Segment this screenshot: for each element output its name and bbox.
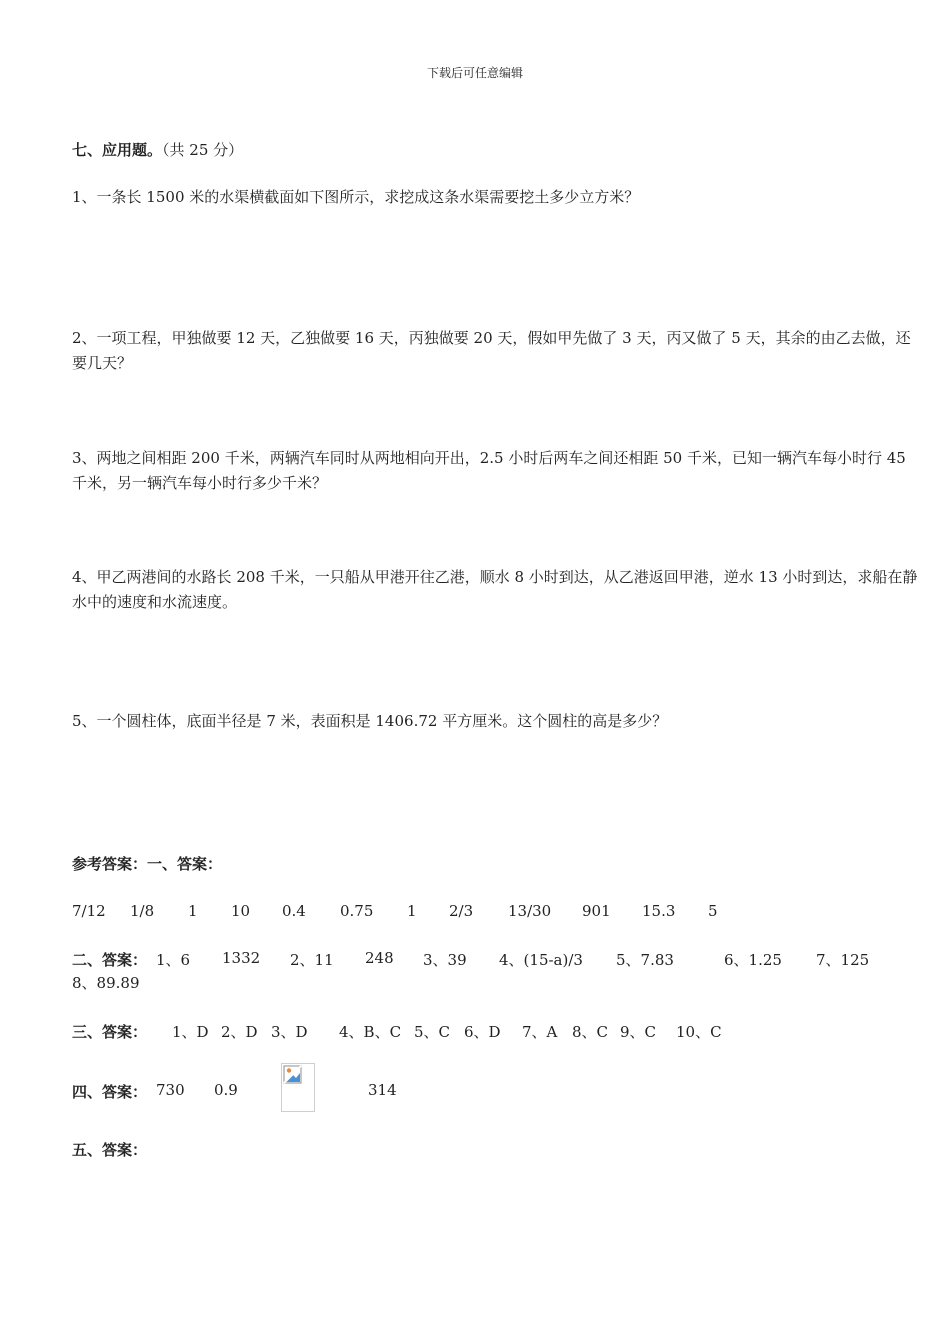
answer-value: 0.4 <box>282 902 306 920</box>
answer-value: 5 <box>708 902 718 920</box>
answers-part2-label: 二、答案： <box>72 951 148 969</box>
answer-value: 13/30 <box>508 902 552 920</box>
answers-heading: 参考答案：一、答案： <box>72 855 223 873</box>
question-3: 3、两地之间相距 200 千米，两辆汽车同时从两地相向开出，2.5 小时后两车之间还相距 50 千米，已知一辆汽车每小时行 45 千米，另一辆汽车每小时行多少千米？ <box>72 449 906 492</box>
answer-value: 10、C <box>676 1023 722 1041</box>
answers-part4-label: 四、答案： <box>72 1083 148 1101</box>
answer-value: 5、C <box>414 1023 451 1041</box>
section-7-title: 七、应用题。 <box>72 141 163 159</box>
answer-value: 9、C <box>620 1023 657 1041</box>
answer-value: 6、1.25 <box>724 951 782 969</box>
answer-value: 1、D <box>172 1023 209 1041</box>
answer-value: 6、D <box>464 1023 501 1041</box>
answer-value: 0.75 <box>340 902 374 920</box>
answer-value: 0.9 <box>214 1081 238 1099</box>
answer-value: 2、11 <box>290 951 334 969</box>
answers-part5-label: 五、答案： <box>72 1141 148 1159</box>
answer-value: 7/12 <box>72 902 106 920</box>
broken-image-icon <box>281 1063 315 1112</box>
answer-value: 1 <box>407 902 417 920</box>
section-7-heading <box>72 141 243 159</box>
answers-part3-label: 三、答案： <box>72 1023 148 1041</box>
answer-value: 5、7.83 <box>616 951 674 969</box>
question-5: 5、一个圆柱体，底面半径是 7 米，表面积是 1406.72 平方厘米。这个圆柱的高是多少？ <box>72 712 668 730</box>
page-header: 下载后可任意编辑 <box>426 66 523 80</box>
answer-value: 3、D <box>271 1023 308 1041</box>
answer-value: 15.3 <box>642 902 676 920</box>
answer-value: 1、6 <box>156 951 191 969</box>
image-placeholder-icon <box>283 1065 303 1085</box>
answer-value: 4、B、C <box>339 1023 402 1041</box>
section-7-score: （共 25 分） <box>162 141 244 159</box>
answer-value: 10 <box>231 902 251 920</box>
answer-value: 730 <box>156 1081 185 1099</box>
answer-value: 4、(15-a)/3 <box>499 951 583 969</box>
answers-part2-line2: 8、89.89 <box>72 974 140 992</box>
answer-value: 8、C <box>572 1023 609 1041</box>
answer-value: 2、D <box>221 1023 258 1041</box>
answer-value: 314 <box>368 1081 397 1099</box>
answer-value: 7、125 <box>816 951 870 969</box>
answer-value: 901 <box>582 902 611 920</box>
answer-value: 2/3 <box>449 902 474 920</box>
answer-value: 1332 <box>222 949 261 967</box>
question-1: 1、一条长 1500 米的水渠横截面如下图所示，求挖成这条水渠需要挖土多少立方米？ <box>72 188 640 206</box>
answer-value: 248 <box>365 949 394 967</box>
answer-value: 1/8 <box>130 902 155 920</box>
question-2: 2、一项工程，甲独做要 12 天，乙独做要 16 天，丙独做要 20 天，假如甲先做了 3 天，丙又做了 5 天，其余的由乙去做，还要几天？ <box>72 329 911 372</box>
answer-value: 3、39 <box>423 951 467 969</box>
question-4: 4、甲乙两港间的水路长 208 千米，一只船从甲港开往乙港，顺水 8 小时到达，从乙港返回甲港，逆水 13 小时到达，求船在静水中的速度和水流速度。 <box>72 568 918 611</box>
answer-value: 7、A <box>522 1023 558 1041</box>
answer-value: 1 <box>188 902 198 920</box>
